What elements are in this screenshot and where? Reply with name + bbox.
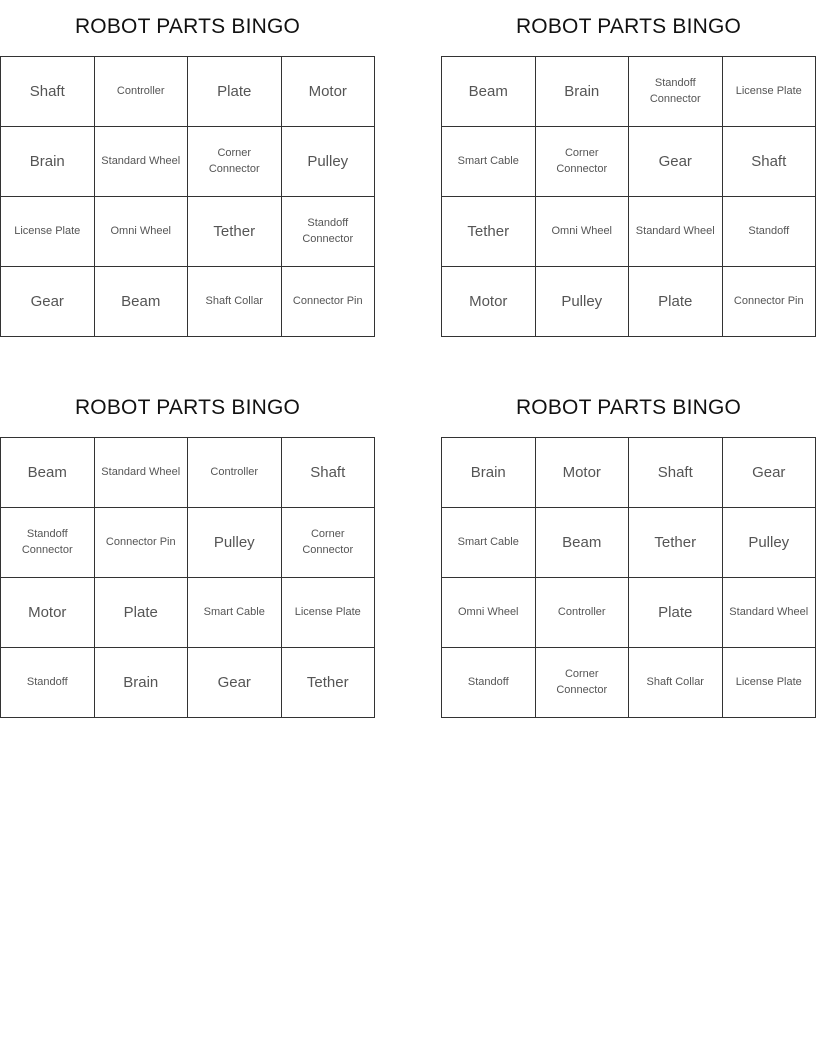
bingo-cell: Tether <box>282 648 376 718</box>
bingo-cell: Standoff <box>442 648 536 718</box>
bingo-cell: Connector Pin <box>723 267 816 337</box>
bingo-grid <box>441 56 816 337</box>
bingo-cell: Tether <box>442 197 536 267</box>
bingo-cell: Controller <box>188 438 282 508</box>
bingo-cell: Pulley <box>282 127 376 197</box>
bingo-cell: Shaft <box>723 127 816 197</box>
bingo-cell: Plate <box>188 57 282 127</box>
bingo-cell: Motor <box>282 57 376 127</box>
bingo-cell: License Plate <box>1 197 95 267</box>
bingo-cell: Beam <box>536 508 630 578</box>
bingo-cell: Controller <box>536 578 630 648</box>
bingo-cell: Motor <box>442 267 536 337</box>
bingo-cell: Standard Wheel <box>723 578 816 648</box>
bingo-cell: Tether <box>188 197 282 267</box>
bingo-cell: Shaft <box>282 438 376 508</box>
bingo-cell: Brain <box>442 438 536 508</box>
card-title: ROBOT PARTS BINGO <box>515 15 742 38</box>
bingo-cell: Standoff Connector <box>1 508 95 578</box>
bingo-cell: Brain <box>1 127 95 197</box>
bingo-grid <box>0 437 375 718</box>
card-title: ROBOT PARTS BINGO <box>515 396 742 419</box>
bingo-cell: Brain <box>536 57 630 127</box>
bingo-cell: Pulley <box>723 508 816 578</box>
bingo-cell: Gear <box>1 267 95 337</box>
bingo-cell: Gear <box>188 648 282 718</box>
bingo-cell: Smart Cable <box>188 578 282 648</box>
bingo-cell: Standard Wheel <box>95 438 189 508</box>
bingo-grid <box>0 56 375 337</box>
bingo-cell: Gear <box>629 127 723 197</box>
bingo-cell: License Plate <box>723 648 816 718</box>
bingo-cell: Standoff <box>723 197 816 267</box>
bingo-cell: Corner Connector <box>188 127 282 197</box>
bingo-cell: Omni Wheel <box>536 197 630 267</box>
bingo-cell: Gear <box>723 438 816 508</box>
bingo-cell: Beam <box>442 57 536 127</box>
bingo-cell: Connector Pin <box>282 267 376 337</box>
card-title: ROBOT PARTS BINGO <box>74 396 301 419</box>
bingo-cell: Smart Cable <box>442 127 536 197</box>
bingo-cell: Standoff Connector <box>629 57 723 127</box>
bingo-cell: Beam <box>1 438 95 508</box>
bingo-cell: Tether <box>629 508 723 578</box>
bingo-cell: Shaft <box>629 438 723 508</box>
bingo-cell: Shaft Collar <box>629 648 723 718</box>
bingo-cell: License Plate <box>723 57 816 127</box>
bingo-cell: Motor <box>1 578 95 648</box>
bingo-cell: Corner Connector <box>536 648 630 718</box>
bingo-cell: Brain <box>95 648 189 718</box>
bingo-cell: Pulley <box>188 508 282 578</box>
bingo-cell: Smart Cable <box>442 508 536 578</box>
bingo-cell: Corner Connector <box>536 127 630 197</box>
bingo-cell: Standoff <box>1 648 95 718</box>
bingo-cell: Standard Wheel <box>95 127 189 197</box>
bingo-cell: Plate <box>95 578 189 648</box>
bingo-cell: Omni Wheel <box>442 578 536 648</box>
bingo-cell: Shaft Collar <box>188 267 282 337</box>
bingo-cell: Pulley <box>536 267 630 337</box>
bingo-cell: Corner Connector <box>282 508 376 578</box>
bingo-cell: Omni Wheel <box>95 197 189 267</box>
bingo-cell: Shaft <box>1 57 95 127</box>
bingo-cell: Controller <box>95 57 189 127</box>
bingo-cell: Plate <box>629 578 723 648</box>
card-title: ROBOT PARTS BINGO <box>74 15 301 38</box>
bingo-cell: Motor <box>536 438 630 508</box>
bingo-cell: Beam <box>95 267 189 337</box>
bingo-cell: Standard Wheel <box>629 197 723 267</box>
bingo-cell: License Plate <box>282 578 376 648</box>
bingo-cell: Standoff Connector <box>282 197 376 267</box>
bingo-grid <box>441 437 816 718</box>
bingo-cell: Connector Pin <box>95 508 189 578</box>
bingo-cell: Plate <box>629 267 723 337</box>
